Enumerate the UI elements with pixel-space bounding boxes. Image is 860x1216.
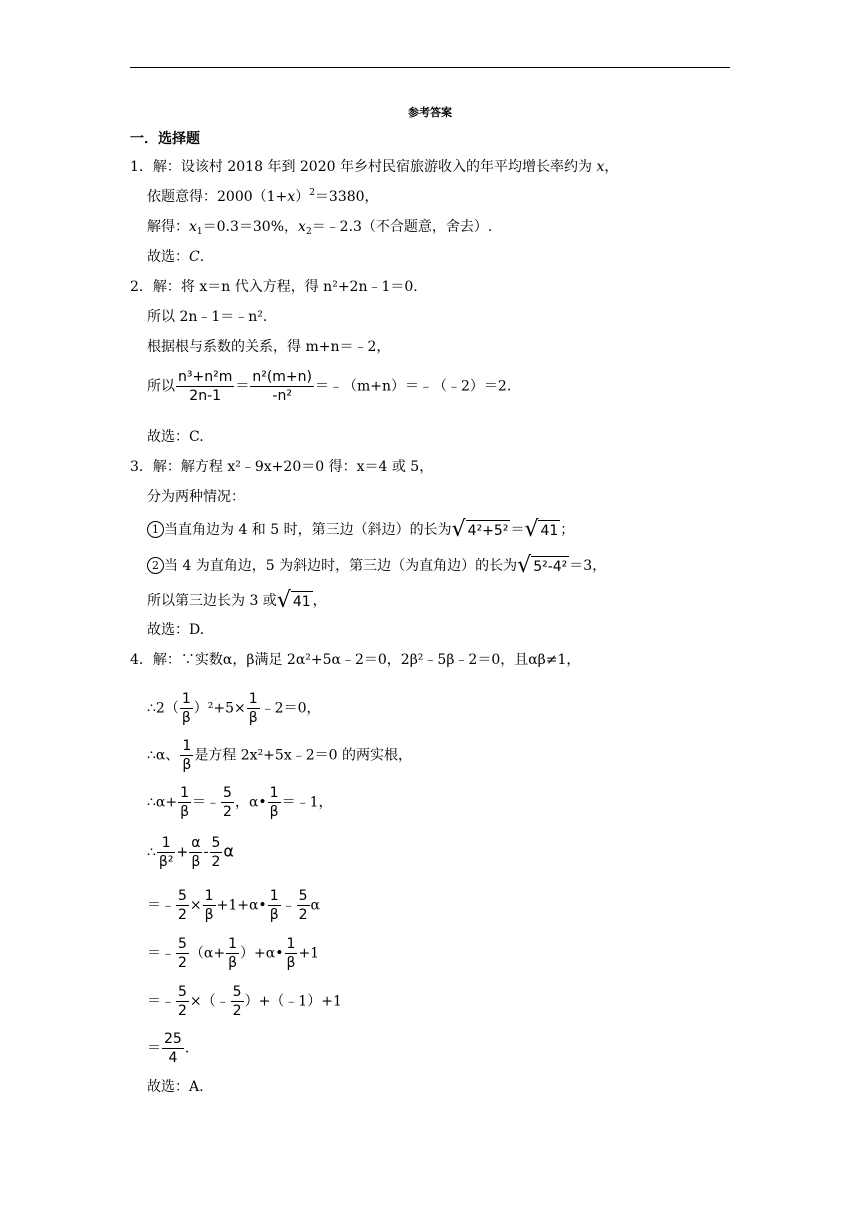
q2-answer: 故选：C. xyxy=(147,429,204,445)
fraction: $\frac{5}{2}$ xyxy=(178,936,187,971)
fraction: $\frac{5}{2}$ xyxy=(178,888,187,923)
q4-line3: ∴α、 $\frac{1}{\beta}$ 是方程 2x²+5x﹣2＝0 的两实根， xyxy=(147,738,412,773)
fraction: $\frac{5}{2}$ xyxy=(178,984,187,1019)
q3-line2: 分为两种情况： xyxy=(147,489,245,505)
fraction: $\frac{1}{\beta}$ xyxy=(248,691,258,726)
q2-line3: 根据根与系数的关系，得 m+n＝﹣2， xyxy=(147,339,391,355)
fraction: $\frac{25}{4}$ xyxy=(164,1031,182,1066)
fraction: $\frac{5}{2}$ xyxy=(211,835,221,870)
page-title: 参考答案 xyxy=(408,106,452,119)
q4-line5: ∴ $\frac{1}{\text{β²}}$ + $\frac{\alpha}{\beta}$ - $\frac{5}{2}$ α xyxy=(147,835,234,870)
q1-line1: 1．解：设该村 2018 年到 2020 年乡村民宿旅游收入的年平均增长率约为 x， xyxy=(130,159,619,175)
q4-answer: 故选：A. xyxy=(147,1079,204,1095)
q2-line1: 2．解：将 x＝n 代入方程，得 n²+2n﹣1＝0. xyxy=(130,279,418,295)
fraction: $\frac{5}{2}$ xyxy=(298,888,308,923)
q4-line7: ＝﹣ $\frac{5}{2}$ （α+ $\frac{1}{\beta}$ ）+α• $\frac{1}{\beta}$ +1 xyxy=(147,936,320,971)
q4-line9: ＝ $\frac{25}{4}$ . xyxy=(147,1031,190,1066)
q4-line2: ∴2（ $\frac{1}{\beta}$ ）²+5× $\frac{1}{\beta}$ ﹣2＝0， xyxy=(147,691,321,726)
fraction: $\frac{1}{\beta}$ xyxy=(269,785,279,820)
q1-answer: 故选：C. xyxy=(147,249,205,265)
circled-number: 2 xyxy=(147,557,164,574)
sqrt-expression: √ 4²+5² xyxy=(451,517,509,542)
fraction: $\frac{\text{n³+n²m}}{2n-1}$ xyxy=(178,369,233,404)
fraction: $\frac{1}{\beta}$ xyxy=(182,738,192,773)
fraction: $\frac{1}{\beta}$ xyxy=(204,888,214,923)
q1-line2: 依题意得：$2000(1+x)^2=3380$， xyxy=(147,188,379,205)
fraction: $\frac{5}{2}$ xyxy=(232,984,242,1019)
fraction: $\frac{1}{\beta}$ xyxy=(228,936,238,971)
fraction: $\frac{1}{\beta}$ xyxy=(286,936,296,971)
q3-line1: 3．解：解方程 x²﹣9x+20＝0 得：x＝4 或 5， xyxy=(130,459,434,475)
fraction: $\frac{\alpha}{\beta}$ xyxy=(191,835,201,870)
fraction: $\frac{1}{\beta}$ xyxy=(181,691,191,726)
q4-line4: ∴α+ $\frac{1}{\beta}$ ＝﹣ $\frac{5}{2}$ ，α• $\frac{1}{\beta}$ ＝﹣1， xyxy=(147,785,333,820)
sqrt-expression: √ 5²-4² xyxy=(517,553,568,578)
q3-line3: 1 当直角边为 4 和 5 时，第三边（斜边）的长为√ 4²+5² ＝√ 41 ； xyxy=(147,519,574,541)
header-rule xyxy=(130,67,730,68)
q4-line1: 4．解：∵实数α，β满足 2α²+5α﹣2＝0，2β²﹣5β﹣2＝0，且αβ≠1， xyxy=(130,652,581,668)
circled-number: 1 xyxy=(147,521,164,538)
fraction: $\frac{1}{\beta}$ xyxy=(269,888,279,923)
q2-line4: 所以 $\frac{\text{n³+n²m}}{2n-1}$ ＝ $\frac{\text{n²(m+n)}}{\text{-n²}}$ ＝﹣（m+n）＝﹣（﹣2）＝2. xyxy=(147,369,512,404)
fraction: $\frac{1}{\text{β²}}$ xyxy=(158,835,174,870)
q2-line2: 所以 2n﹣1＝﹣n². xyxy=(147,309,268,325)
q3-line5: 所以第三边长为 3 或√ 41 ， xyxy=(147,588,327,613)
q1-line3: 解得：$x_1=0.3=30\%$，$x_2=﹣2.3$（不合题意，舍去）. xyxy=(147,219,493,237)
q4-line8: ＝﹣ $\frac{5}{2}$ ×（﹣ $\frac{5}{2}$ ）+（﹣1）+1 xyxy=(147,984,342,1019)
fraction: $\frac{1}{\beta}$ xyxy=(180,785,190,820)
q3-line4: 2 当 4 为直角边，5 为斜边时，第三边（为直角边）的长为√ 5²-4² ＝3， xyxy=(147,555,606,577)
sqrt-expression: √ 41 xyxy=(524,517,559,542)
sqrt-expression: √ 41 xyxy=(276,588,311,613)
q3-answer: 故选：D. xyxy=(147,622,205,638)
q4-line6: ＝﹣ $\frac{5}{2}$ × $\frac{1}{\beta}$ +1+α• $\frac{1}{\beta}$ ﹣ $\frac{5}{2}$ α xyxy=(147,888,321,923)
fraction: $\frac{\text{n²(m+n)}}{\text{-n²}}$ xyxy=(252,369,312,404)
fraction: $\frac{5}{2}$ xyxy=(223,785,232,820)
section-heading: 一．选择题 xyxy=(130,131,200,147)
